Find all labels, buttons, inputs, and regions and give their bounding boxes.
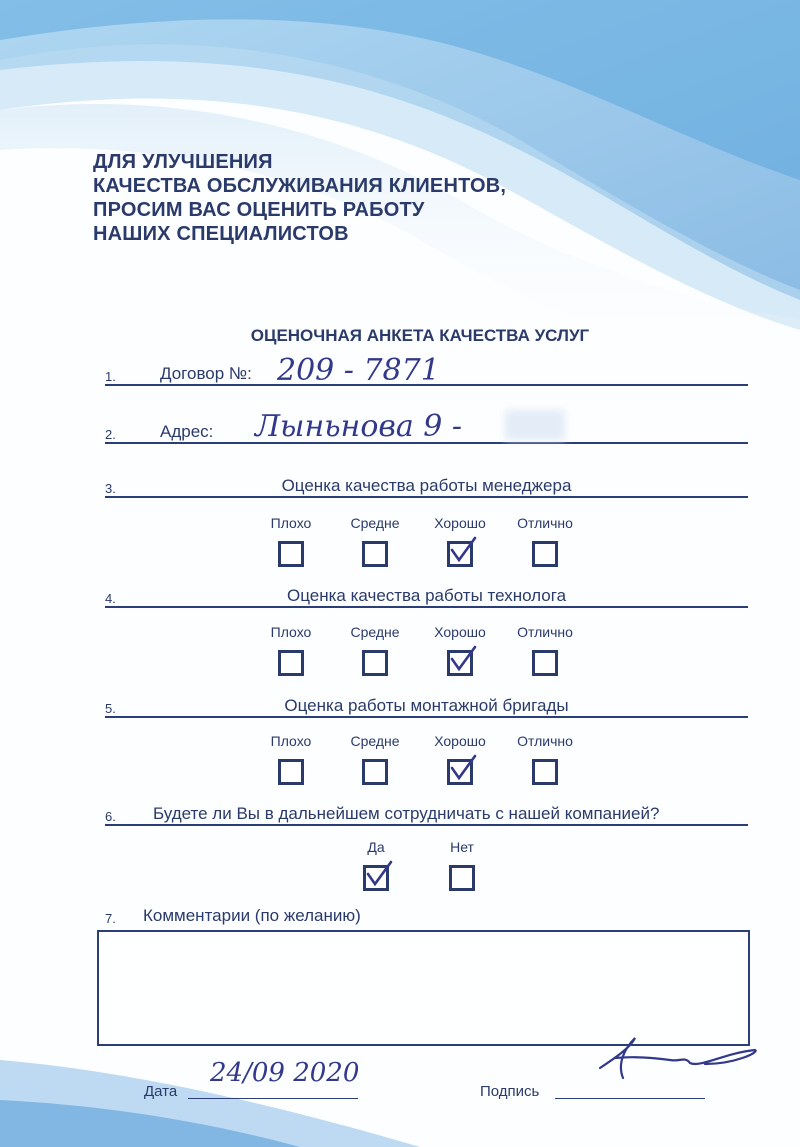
q3-checkbox[interactable] <box>447 541 473 567</box>
contract-label: Договор №: <box>160 364 252 383</box>
technologist-rating-row <box>105 572 748 608</box>
q1-number: 1. <box>105 369 116 384</box>
checkmark-icon <box>364 858 394 888</box>
address-row <box>105 408 748 444</box>
checkmark-icon <box>448 752 478 782</box>
comments-row <box>105 896 748 928</box>
heading-line-1: ДЛЯ УЛУЧШЕНИЯ <box>93 151 273 173</box>
q4-option-0[interactable] <box>251 624 331 676</box>
heading-line-2: КАЧЕСТВА ОБСЛУЖИВАНИЯ КЛИЕНТОВ, <box>93 175 507 197</box>
installation-team-rating-options <box>0 733 800 793</box>
future-cooperation-options <box>0 839 800 899</box>
q5-option-label: Плохо <box>270 733 312 749</box>
form-title: ОЦЕНОЧНАЯ АНКЕТА КАЧЕСТВА УСЛУГ <box>250 326 590 345</box>
address-label: Адрес: <box>160 422 214 441</box>
q4-option-label: Средне <box>350 624 400 640</box>
intro-heading <box>93 150 506 246</box>
redacted-area <box>505 410 565 440</box>
q5-checkbox[interactable] <box>532 759 558 785</box>
q5-option-label: Хорошо <box>434 733 486 749</box>
comments-label: Комментарии (по желанию) <box>143 906 361 925</box>
q3-option-2[interactable] <box>420 515 500 567</box>
q3-option-1[interactable] <box>335 515 415 567</box>
manager-rating-label: Оценка качества работы менеджера <box>281 476 572 495</box>
signature-label: Подпись <box>480 1083 540 1100</box>
manager-rating-row <box>105 462 748 498</box>
future-cooperation-label: Будете ли Вы в дальнейшем сотрудничать с нашей компанией? <box>153 804 660 823</box>
date-label: Дата <box>144 1083 178 1100</box>
heading-line-3: ПРОСИМ ВАС ОЦЕНИТЬ РАБОТУ <box>93 199 425 221</box>
address-value[interactable]: Лыньнова 9 - <box>255 409 463 444</box>
checkmark-icon <box>448 534 478 564</box>
q6-checkbox[interactable] <box>363 865 389 891</box>
installation-team-rating-label: Оценка работы монтажной бригады <box>284 696 569 715</box>
q6-checkbox[interactable] <box>449 865 475 891</box>
q2-number: 2. <box>105 427 116 442</box>
q3-option-label: Отлично <box>517 515 573 531</box>
q3-checkbox[interactable] <box>532 541 558 567</box>
manager-rating-options <box>0 515 800 575</box>
q5-option-label: Отлично <box>517 733 573 749</box>
q7-number: 7. <box>105 911 116 926</box>
technologist-rating-label: Оценка качества работы технолога <box>286 586 567 605</box>
q5-option-2[interactable] <box>420 733 500 785</box>
q5-checkbox[interactable] <box>447 759 473 785</box>
q4-number: 4. <box>105 591 116 606</box>
q3-option-label: Средне <box>350 515 400 531</box>
q5-number: 5. <box>105 701 116 716</box>
q4-option-label: Плохо <box>270 624 312 640</box>
q6-option-1[interactable] <box>422 839 502 891</box>
q5-checkbox[interactable] <box>278 759 304 785</box>
q6-option-0[interactable] <box>336 839 416 891</box>
q4-checkbox[interactable] <box>278 650 304 676</box>
q5-option-3[interactable] <box>505 733 585 785</box>
checkmark-icon <box>448 643 478 673</box>
q3-checkbox[interactable] <box>278 541 304 567</box>
contract-row <box>105 350 748 386</box>
q3-number: 3. <box>105 481 116 496</box>
q4-option-label: Отлично <box>517 624 573 640</box>
q5-option-1[interactable] <box>335 733 415 785</box>
q3-option-3[interactable] <box>505 515 585 567</box>
future-cooperation-row <box>105 790 748 826</box>
date-value[interactable]: 24/09 2020 <box>210 1058 360 1088</box>
q4-checkbox[interactable] <box>447 650 473 676</box>
q6-number: 6. <box>105 809 116 824</box>
q3-option-label: Хорошо <box>434 515 486 531</box>
technologist-rating-options <box>0 624 800 684</box>
q4-checkbox[interactable] <box>532 650 558 676</box>
q6-option-label: Да <box>367 839 385 855</box>
q3-checkbox[interactable] <box>362 541 388 567</box>
q3-option-label: Плохо <box>270 515 312 531</box>
q3-option-0[interactable] <box>251 515 331 567</box>
q4-option-label: Хорошо <box>434 624 486 640</box>
q5-checkbox[interactable] <box>362 759 388 785</box>
signature-mark[interactable] <box>575 1028 775 1088</box>
q5-option-0[interactable] <box>251 733 331 785</box>
q4-option-2[interactable] <box>420 624 500 676</box>
contract-number-value[interactable]: 209 - 7871 <box>277 353 440 388</box>
heading-line-4: НАШИХ СПЕЦИАЛИСТОВ <box>93 223 349 245</box>
q5-option-label: Средне <box>350 733 400 749</box>
q6-option-label: Нет <box>450 839 474 855</box>
q4-option-3[interactable] <box>505 624 585 676</box>
q4-option-1[interactable] <box>335 624 415 676</box>
q4-checkbox[interactable] <box>362 650 388 676</box>
installation-team-rating-row <box>105 682 748 718</box>
